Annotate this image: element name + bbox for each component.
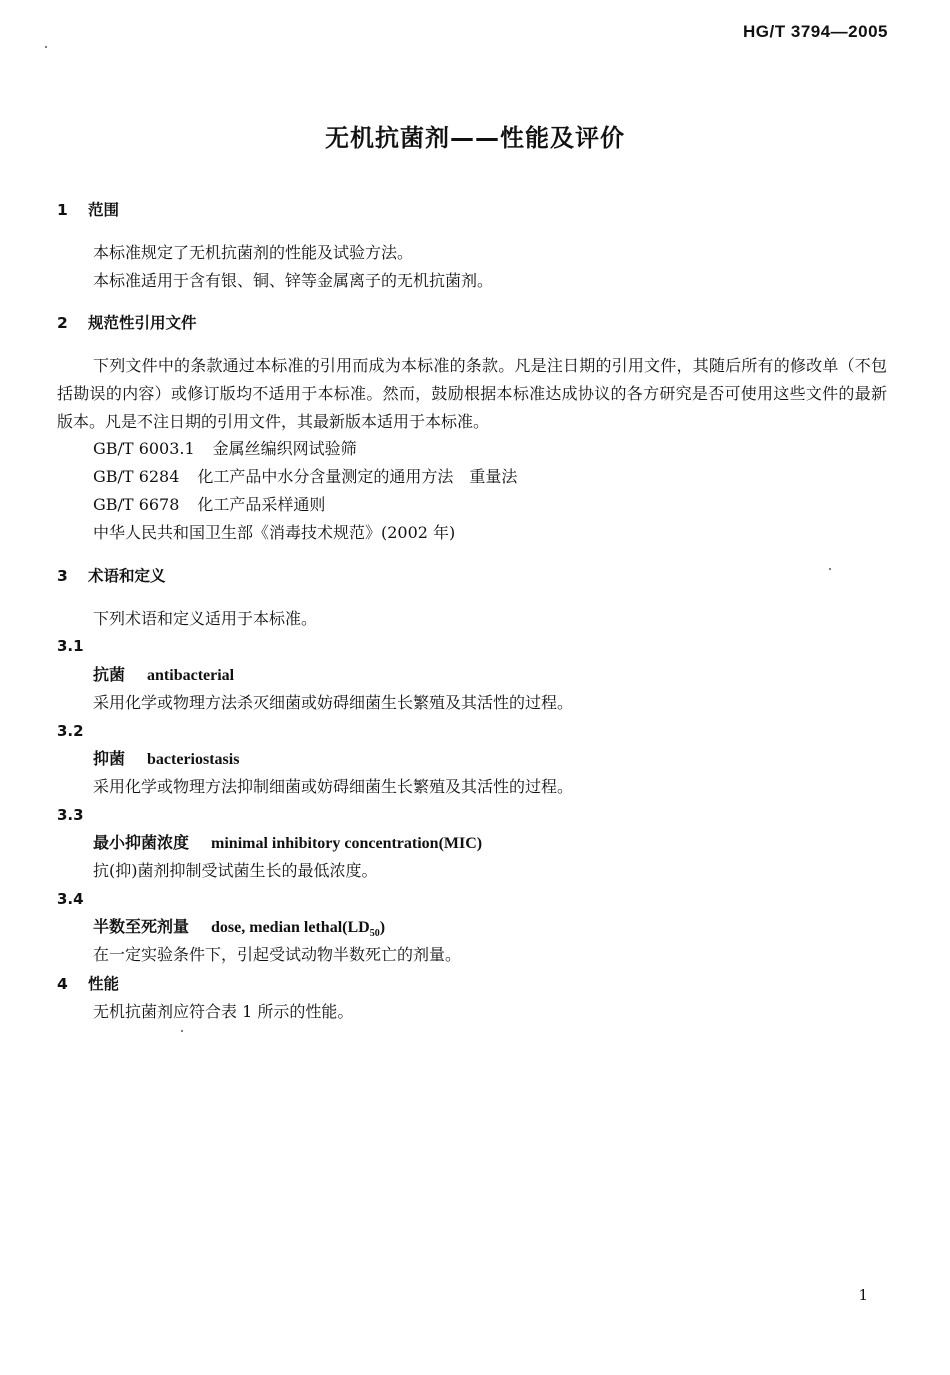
scan-speck <box>181 1030 183 1032</box>
reference-name: 化工产品采样通则 <box>197 495 326 514</box>
section-4-heading <box>57 974 119 994</box>
section-title: 术语和定义 <box>88 567 166 585</box>
term-number: 3.3 <box>57 806 84 824</box>
term-chinese: 半数至死剂量 <box>93 917 190 936</box>
scan-speck <box>829 568 831 570</box>
section-3-heading <box>57 566 166 586</box>
section-number: 1 <box>57 201 68 219</box>
reference-code: GB/T 6284 <box>93 467 180 486</box>
reference-code: GB/T 6003.1 <box>93 439 195 458</box>
scan-speck <box>45 46 47 48</box>
term-english: minimal inhibitory concentration(MIC) <box>211 835 483 852</box>
term-entry <box>93 665 234 686</box>
term-number: 3.2 <box>57 722 84 740</box>
reference-item <box>93 467 517 487</box>
term-entry <box>93 833 482 854</box>
term-entry <box>93 749 239 770</box>
paragraph-line: 本标准适用于含有银、铜、锌等金属离子的无机抗菌剂。 <box>93 271 494 290</box>
section-title: 性能 <box>88 975 120 993</box>
term-english: antibacterial <box>147 667 235 684</box>
paragraph-line: 无机抗菌剂应符合表 1 所示的性能。 <box>93 1002 354 1021</box>
term-definition: 抗(抑)菌剂抑制受试菌生长的最低浓度。 <box>93 861 378 880</box>
page-number: 1 <box>858 1286 868 1304</box>
paragraph-line: 下列术语和定义适用于本标准。 <box>93 609 318 628</box>
reference-item <box>93 439 357 459</box>
term-number: 3.1 <box>57 637 84 655</box>
term-chinese: 抗菌 <box>93 665 126 684</box>
document-title: 无机抗菌剂——性能及评价 <box>325 124 625 152</box>
term-english-main: dose, median lethal(LD <box>211 919 370 936</box>
section-2-heading <box>57 313 197 333</box>
section-title: 规范性引用文件 <box>88 314 197 332</box>
term-chinese: 抑菌 <box>93 749 126 768</box>
section-1-heading <box>57 200 119 220</box>
term-number: 3.4 <box>57 890 84 908</box>
section-number: 3 <box>57 567 68 585</box>
term-english: bacteriostasis <box>147 751 240 768</box>
reference-item <box>93 495 325 515</box>
term-definition: 采用化学或物理方法抑制细菌或妨碍细菌生长繁殖及其活性的过程。 <box>93 777 574 796</box>
term-definition: 采用化学或物理方法杀灭细菌或妨碍细菌生长繁殖及其活性的过程。 <box>93 693 574 712</box>
section-number: 4 <box>57 975 68 993</box>
term-english <box>211 919 386 940</box>
term-english-subscript: 50 <box>369 928 380 940</box>
term-chinese: 最小抑菌浓度 <box>93 833 190 852</box>
term-english-tail: ) <box>379 919 386 936</box>
reference-item: 中华人民共和国卫生部《消毒技术规范》(2002 年) <box>93 523 456 542</box>
term-definition: 在一定实验条件下，引起受试动物半数死亡的剂量。 <box>93 945 462 964</box>
term-entry <box>93 917 385 944</box>
reference-code: GB/T 6678 <box>93 495 180 514</box>
reference-name: 金属丝编织网试验筛 <box>212 439 357 458</box>
paragraph-line: 本标准规定了无机抗菌剂的性能及试验方法。 <box>93 243 414 262</box>
section-number: 2 <box>57 314 68 332</box>
standard-number: HG/T 3794—2005 <box>743 22 888 41</box>
references-paragraph: 下列文件中的条款通过本标准的引用而成为本标准的条款。凡是注日期的引用文件，其随后所有的修改单（不包括勘误的内容）或修订版均不适用于本标准。然而，鼓励根据本标准达成协议的各方研究是否可使用这些文件的最新版本。凡是不注日期的引用文件，其最新版本适用于本标准。 <box>57 356 887 431</box>
section-title: 范围 <box>88 201 120 219</box>
reference-name: 化工产品中水分含量测定的通用方法 重量法 <box>197 467 518 486</box>
